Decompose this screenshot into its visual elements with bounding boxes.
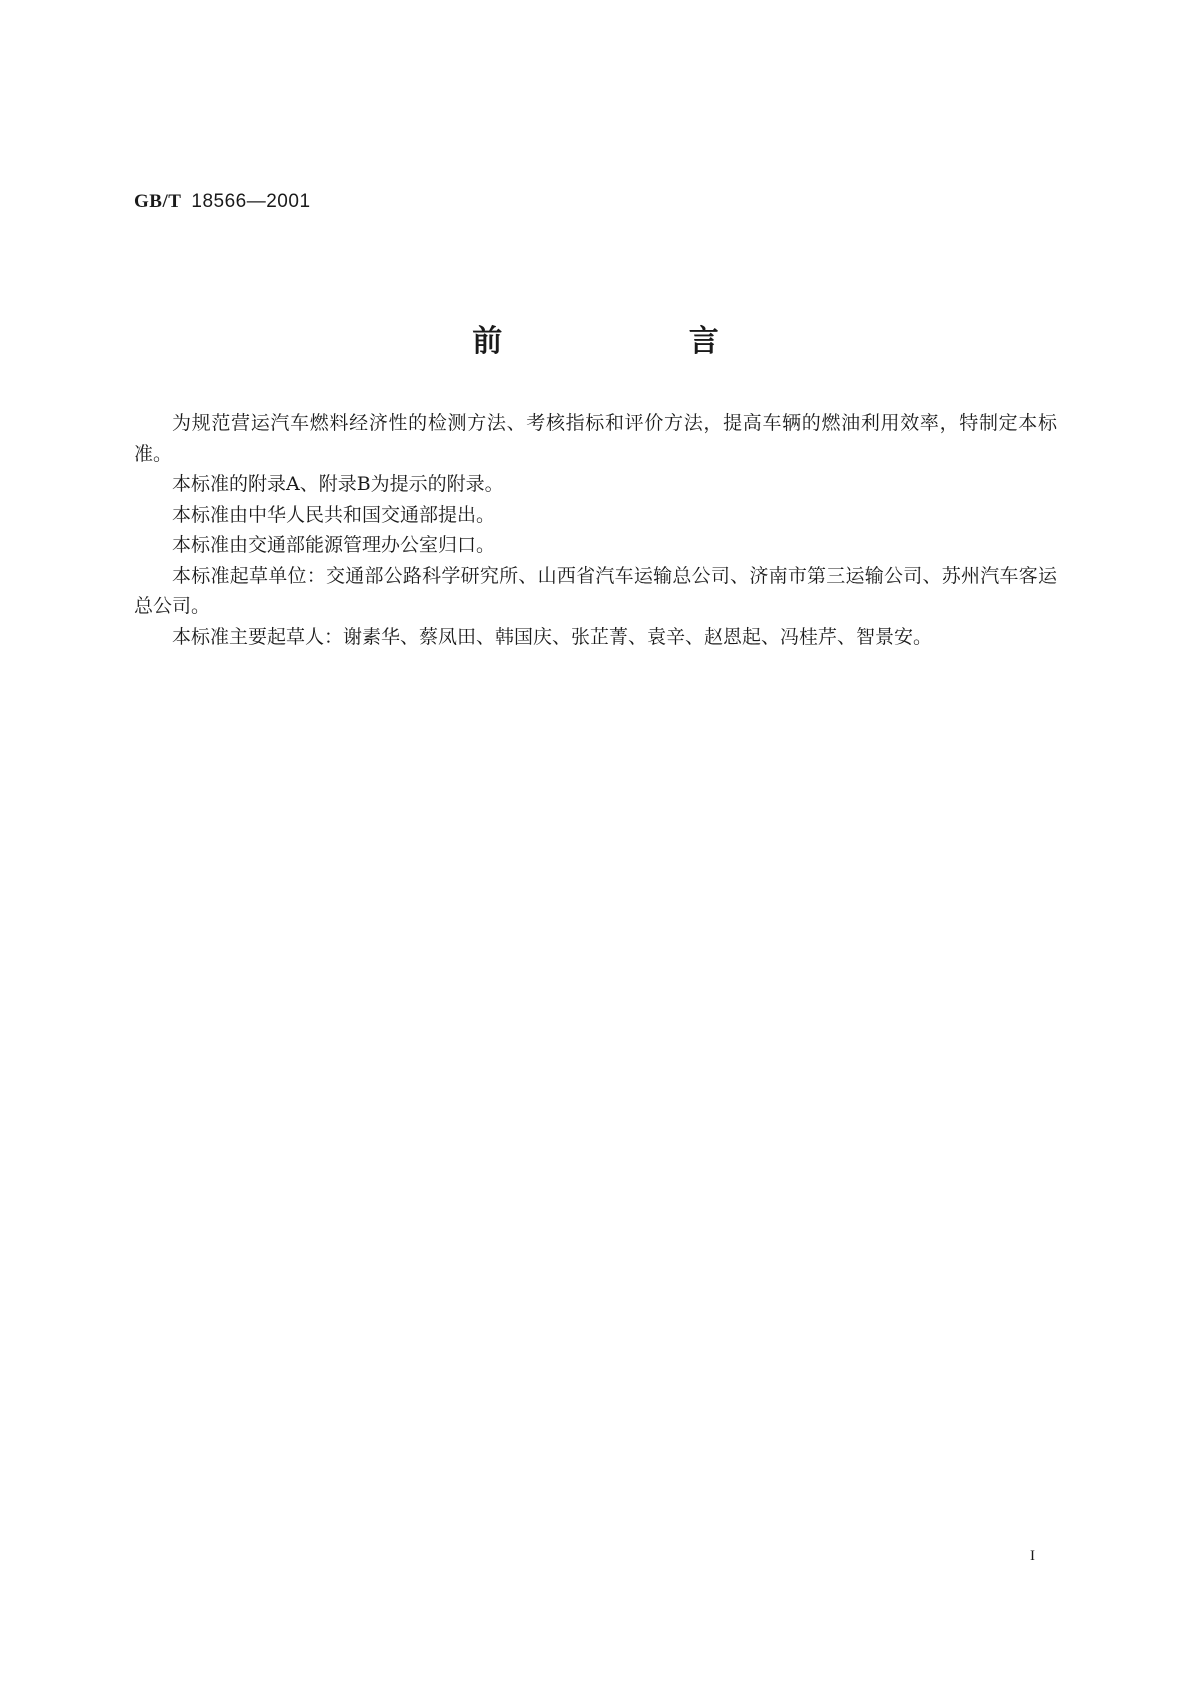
page-number: I xyxy=(1030,1548,1035,1564)
standard-code xyxy=(134,190,311,213)
paragraph-purpose: 为规范营运汽车燃料经济性的检测方法、考核指标和评价方法，提高车辆的燃油利用效率，特制定本标准。 xyxy=(134,412,1057,465)
paragraph-appendix: 本标准的附录A、附录B为提示的附录。 xyxy=(172,473,504,495)
paragraph-drafters: 本标准主要起草人：谢素华、蔡凤田、韩国庆、张芷菁、袁辛、赵恩起、冯桂芹、智景安。 xyxy=(172,625,933,648)
paragraph-administrator: 本标准由交通部能源管理办公室归口。 xyxy=(172,534,496,556)
standard-code-number: 18566—2001 xyxy=(191,191,311,212)
paragraph-drafting-units: 本标准起草单位：交通部公路科学研究所、山西省汽车运输总公司、济南市第三运输公司、苏州汽车客运总公司。 xyxy=(134,564,1057,617)
paragraph-proposer: 本标准由中华人民共和国交通部提出。 xyxy=(172,503,496,526)
foreword-body xyxy=(134,408,1057,652)
standard-code-prefix: GB/T xyxy=(134,191,182,212)
page-title: 前 言 xyxy=(472,324,807,359)
